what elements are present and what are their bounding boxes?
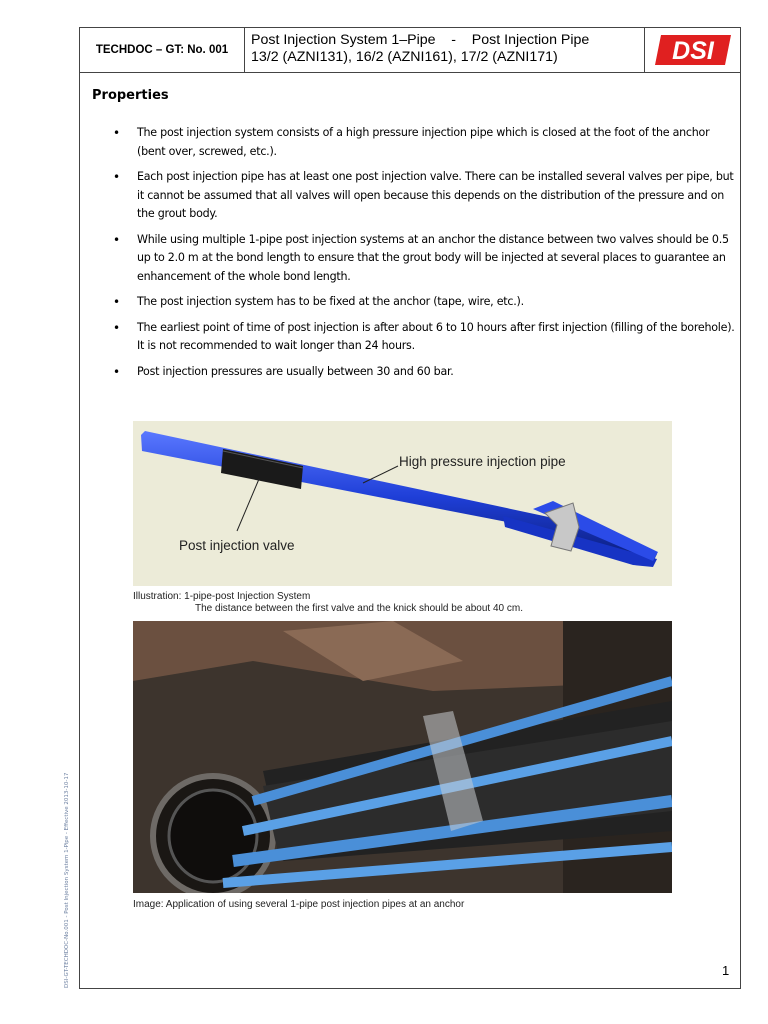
section-title: Properties [92,88,169,103]
anchor-photo [133,621,672,893]
bullet-list [113,124,735,388]
doc-code: TECHDOC – GT: No. 001 [80,28,245,72]
illustration-caption: Illustration: 1-pipe-post Injection System [133,591,311,602]
bullet-item: • Post injection pressures are usually between 30 and 60 bar. [113,363,735,382]
page-number: 1 [722,963,730,978]
bullet-item: • While using multiple 1-pipe post injection systems at an anchor the distance between two valves should be 0.5 up to 2.0 m at the bond length to ensure that the grout body will be injected at several places to guarantee an enhancement of the whole bond length. [113,231,735,287]
bullet-item: • The earliest point of time of post injection is after about 6 to 10 hours after first injection (filling of the borehole). It is not recommended to wait longer than 24 hours. [113,319,735,356]
label-valve: Post injection valve [179,538,295,553]
document-header [79,27,741,73]
side-reference-text: DSI-GT-TECHDOC-No.001 - Post Injection System 1-Pipe - Effective 2013-10-17 [64,772,70,988]
doc-title-line1: Post Injection System 1–Pipe - Post Injection Pipe [251,32,590,48]
doc-title-line2: 13/2 (AZNI131), 16/2 (AZNI161), 17/2 (AZNI171) [251,49,558,65]
illustration-caption-note: The distance between the first valve and the knick should be about 40 cm. [195,603,523,614]
bullet-item: • The post injection system has to be fixed at the anchor (tape, wire, etc.). [113,293,735,312]
photo-caption: Image: Application of using several 1-pipe post injection pipes at an anchor [133,899,465,910]
bullet-item: • Each post injection pipe has at least one post injection valve. There can be installed several valves per pipe, but it cannot be assumed that all valves will open because this depends on the distribution of the pressure and on the grout body. [113,168,735,224]
dsi-logo-icon [653,33,733,67]
label-pipe: High pressure injection pipe [399,454,566,469]
dsi-logo [645,28,740,72]
doc-title [245,28,645,72]
svg-text:DSI: DSI [671,37,714,65]
valve-sleeve [221,449,303,489]
pipe-illustration [133,421,672,586]
bullet-item: • The post injection system consists of a high pressure injection pipe which is closed at the foot of the anchor (bent over, screwed, etc.). [113,124,735,161]
pipe-drawing [133,421,672,586]
anchor-photo-drawing [133,621,672,893]
